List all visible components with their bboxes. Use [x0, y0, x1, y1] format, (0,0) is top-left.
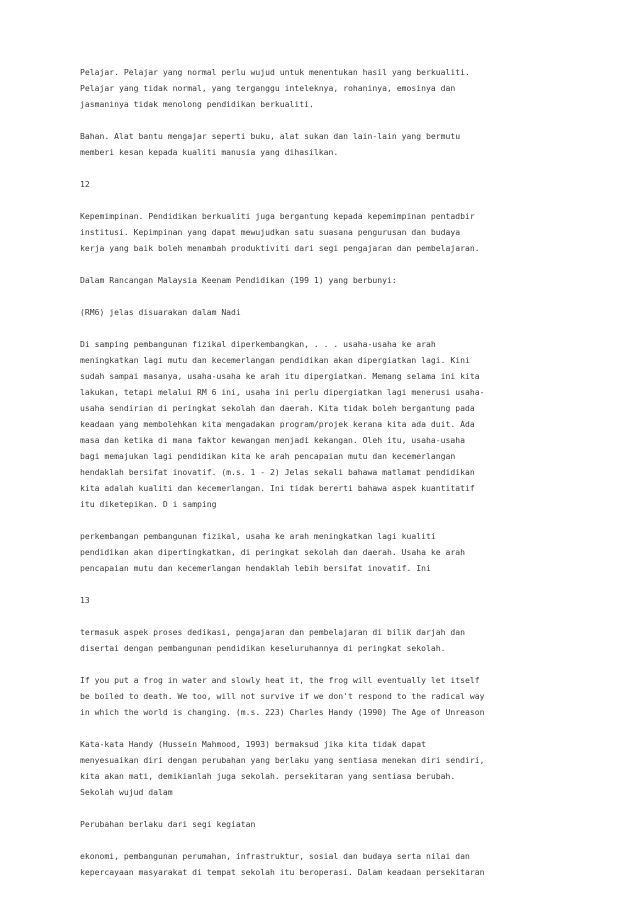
text-line: Pelajar yang tidak normal, yang terganggu inteleknya, rohaninya, emosinya dan	[80, 83, 456, 93]
text-line: Kepemimpinan. Pendidikan berkualiti juga bergantung kepada kepemimpinan pentadbir	[80, 211, 475, 221]
text-line: keadaan yang membolehkan kita mengadakan program/projek kerana kita ada duit. Ada	[80, 419, 475, 429]
text-line: institusi. Kepimpinan yang dapat mewujudkan satu suasana pengurusan dan budaya	[80, 227, 461, 237]
paragraph	[80, 672, 570, 720]
text-line: If you put a frog in water and slowly heat it, the frog will eventually let itself	[80, 675, 480, 685]
text-line: Perubahan berlaku dari segi kegiatan	[80, 819, 256, 829]
text-line: ekonomi, pembangunan perumahan, infrastruktur, sosial dan budaya serta nilai dan	[80, 851, 470, 861]
text-line: kita adalah kualiti dan kecemerlangan. Ini tidak bererti bahawa aspek kuantitatif	[80, 483, 475, 493]
text-line: Kata-kata Handy (Hussein Mahmood, 1993) bermaksud jika kita tidak dapat	[80, 739, 426, 749]
text-line: hendaklah bersifat inovatif. (m.s. 1 - 2) Jelas sekali bahawa matlamat pendidikan	[80, 467, 475, 477]
paragraph	[80, 64, 570, 112]
text-line: Pelajar. Pelajar yang normal perlu wujud untuk menentukan hasil yang berkualiti.	[80, 67, 470, 77]
paragraph	[80, 304, 570, 320]
text-line: itu diketepikan. D i samping	[80, 499, 217, 509]
paragraph	[80, 208, 570, 256]
paragraph	[80, 272, 570, 288]
text-line: pendidikan akan dipertingkatkan, di peringkat sekolah dan daerah. Usaha ke arah	[80, 547, 465, 557]
text-line: termasuk aspek proses dedikasi, pengajaran dan pembelajaran di bilik darjah dan	[80, 627, 465, 637]
text-line: (RM6) jelas disuarakan dalam Nadi	[80, 307, 241, 317]
paragraph	[80, 624, 570, 656]
text-line: kita akan mati, demikianlah juga sekolah. persekitaran yang sentiasa berubah.	[80, 771, 456, 781]
text-line: Di samping pembangunan fizikal diperkembangkan, . . . usaha-usaha ke arah	[80, 339, 436, 349]
paragraph	[80, 736, 570, 800]
paragraph	[80, 128, 570, 160]
text-line: in which the world is changing. (m.s. 223) Charles Handy (1990) The Age of Unreason	[80, 707, 485, 717]
text-line: meningkatkan lagi mutu dan kecemerlangan pendidikan akan dipergiatkan lagi. Kini	[80, 355, 470, 365]
text-line: usaha sendirian di peringkat sekolah dan daerah. Kita tidak boleh bergantung pada	[80, 403, 475, 413]
text-line: disertai dengan pembangunan pendidikan keseluruhannya di peringkat sekolah.	[80, 643, 446, 653]
paragraph	[80, 336, 570, 512]
text-line: perkembangan pembangunan fizikal, usaha ke arah meningkatkan lagi kualiti	[80, 531, 436, 541]
document-body	[80, 64, 570, 896]
text-line: kerja yang baik boleh menambah produktiviti dari segi pengajaran dan pembelajaran.	[80, 243, 480, 253]
text-line: bagi memajukan lagi pendidikan kita ke arah pencapaian mutu dan kecemerlangan	[80, 451, 456, 461]
text-line: Sekolah wujud dalam	[80, 787, 173, 797]
text-line: jasmaninya tidak menolong pendidikan berkualiti.	[80, 99, 314, 109]
paragraph	[80, 176, 570, 192]
text-line: 12	[80, 179, 90, 189]
text-line: menyesuaikan diri dengan perubahan yang berlaku yang sentiasa menekan diri sendiri,	[80, 755, 485, 765]
text-line: kepercayaan masyarakat di tempat sekolah itu beroperasi. Dalam keadaan persekitaran	[80, 867, 485, 877]
text-line: memberi kesan kepada kualiti manusia yang dihasilkan.	[80, 147, 339, 157]
text-line: masa dan ketika di mana faktor kewangan menjadi kekangan. Oleh itu, usaha-usaha	[80, 435, 465, 445]
text-line: Bahan. Alat bantu mengajar seperti buku, alat sukan dan lain-lain yang bermutu	[80, 131, 461, 141]
text-line: sudah sampai masanya, usaha-usaha ke arah itu dipergiatkan. Memang selama ini kita	[80, 371, 480, 381]
text-line: lakukan, tetapi melalui RM 6 ini, usaha ini perlu dipergiatkan lagi menerusi usaha-	[80, 387, 485, 397]
paragraph	[80, 816, 570, 832]
text-line: pencapaian mutu dan kecemerlangan hendaklah lebih bersifat inovatif. Ini	[80, 563, 431, 573]
paragraph	[80, 848, 570, 880]
paragraph	[80, 528, 570, 576]
text-line: Dalam Rancangan Malaysia Keenam Pendidikan (199 1) yang berbunyi:	[80, 275, 397, 285]
text-line: be boiled to death. We too, will not survive if we don't respond to the radical way	[80, 691, 485, 701]
paragraph	[80, 592, 570, 608]
text-line: 13	[80, 595, 90, 605]
